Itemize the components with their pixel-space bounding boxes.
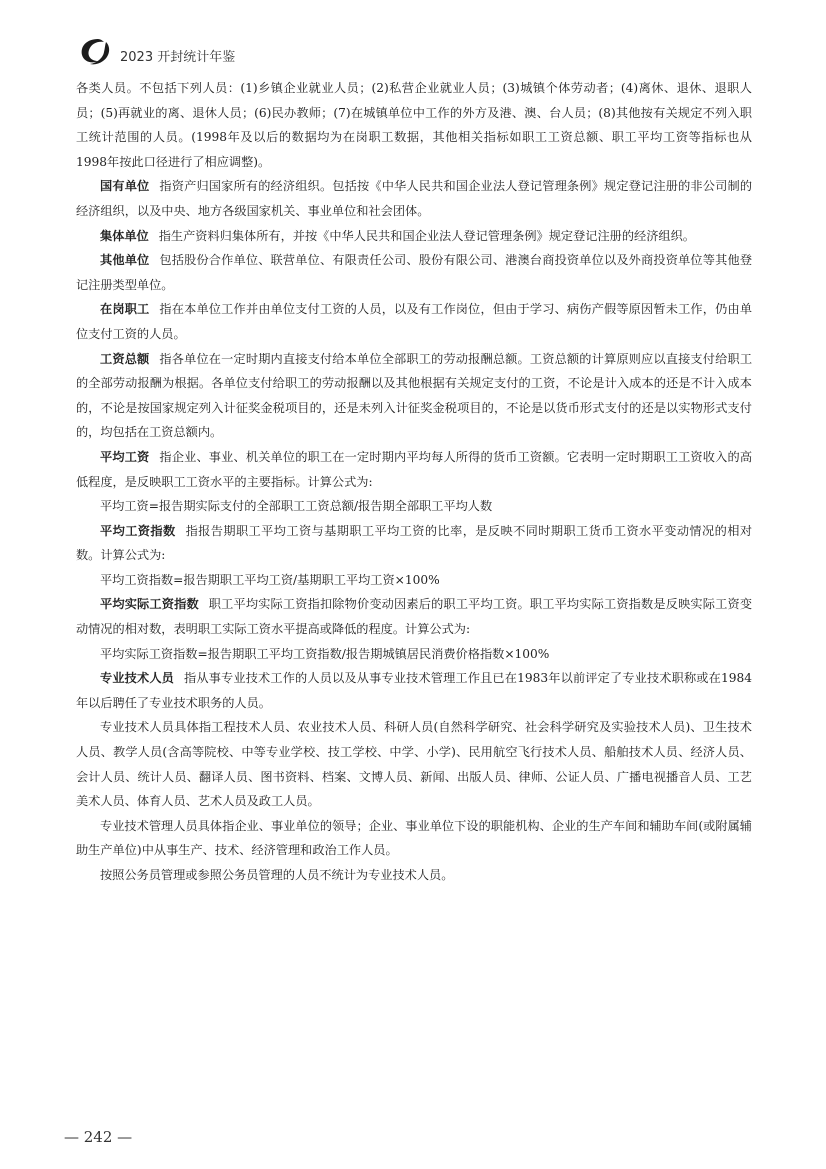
term-label: 工资总额 <box>100 351 150 366</box>
definition-text: 指从事专业技术工作的人员以及从事专业技术管理工作且已在1983年以前评定了专业技术职称或在1984年以后聘任了专业技术职务的人员。 <box>76 671 752 710</box>
definition-wage-index <box>76 519 752 568</box>
term-label: 平均实际工资指数 <box>100 597 199 612</box>
term-label: 国有单位 <box>100 179 150 194</box>
term-label: 其他单位 <box>100 253 150 268</box>
definition-average-wage <box>76 445 752 494</box>
definition-professional-staff <box>76 666 752 715</box>
definition-text: 指各单位在一定时期内直接支付给本单位全部职工的劳动报酬总额。工资总额的计算原则应以直接支付给职工的全部劳动报酬为根据。各单位支付给职工的劳动报酬以及其他根据有关规定支付的工资，不论是计入成本的还是不计入成本的，不论是按国家规定列入计征奖金税项目的，还是未列入计征奖金税项目的，不论是以货币形式支付的还是以实物形式支付的，均包括在工资总额内。 <box>76 351 753 440</box>
page-header <box>78 36 235 66</box>
civil-servant-exclusion: 按照公务员管理或参照公务员管理的人员不统计为专业技术人员。 <box>100 868 454 882</box>
definition-real-wage-index <box>76 592 752 641</box>
term-label: 专业技术人员 <box>100 671 175 686</box>
definition-text: 指资产归国家所有的经济组织。包括按《中华人民共和国企业法人登记管理条例》规定登记注册的非公司制的经济组织，以及中央、地方各级国家机关、事业单位和社会团体。 <box>76 179 753 218</box>
term-label: 在岗职工 <box>100 302 150 317</box>
term-label: 平均工资 <box>100 449 150 464</box>
page-body <box>76 76 752 888</box>
yearbook-logo-icon <box>78 36 112 66</box>
professional-management-staff: 专业技术管理人员具体指企业、事业单位的领导；企业、事业单位下设的职能机构、企业的生产车间和辅助车间(或附属辅助生产单位)中从事生产、技术、经济管理和政治工作人员。 <box>76 818 752 858</box>
definition-other-units <box>76 248 752 297</box>
term-label: 平均工资指数 <box>100 523 176 538</box>
definition-state-owned <box>76 174 752 223</box>
definition-text: 指报告期职工平均工资与基期职工平均工资的比率，是反映不同时期职工货币工资水平变动情况的相对数。计算公式为: <box>76 523 752 563</box>
page-number: — 242 — <box>64 1128 133 1146</box>
professional-staff-categories: 专业技术人员具体指工程技术人员、农业技术人员、科研人员(自然科学研究、社会科学研究及实验技术人员)、卫生技术人员、教学人员(含高等院校、中等专业学校、技工学校、中学、小学)、民用航空飞行技术人员、船舶技术人员、经济人员、会计人员、统计人员、翻译人员、图书资料、档案、文博人员、新闻、出版人员、律师、公证人员、广播电视播音人员、工艺美术人员、体育人员、艺术人员及政工人员。 <box>76 720 752 809</box>
yearbook-title: 2023 开封统计年鉴 <box>120 49 236 65</box>
term-label: 集体单位 <box>100 228 149 243</box>
formula-real-wage-index: 平均实际工资指数=报告期职工平均工资指数/报告期城镇居民消费价格指数×100% <box>100 646 550 661</box>
definition-text: 指生产资料归集体所有，并按《中华人民共和国企业法人登记管理条例》规定登记注册的经济组织。 <box>158 228 695 243</box>
definition-total-wages <box>76 347 752 445</box>
definition-text: 指在本单位工作并由单位支付工资的人员，以及有工作岗位，但由于学习、病伤产假等原因暂未工作，仍由单位支付工资的人员。 <box>76 302 753 341</box>
intro-paragraph: 各类人员。不包括下列人员：(1)乡镇企业就业人员；(2)私营企业就业人员；(3)城镇个体劳动者；(4)离休、退休、退职人员；(5)再就业的离、退休人员；(6)民办教师；(7)在城镇单位中工作的外方及港、澳、台人员；(8)其他按有关规定不列入职工统计范围的人员。(1998年及以后的数据均为在岗职工数据，其他相关指标如职工工资总额、职工平均工资等指标也从1998年按此口径进行了相应调整)。 <box>76 81 752 169</box>
definition-text: 指企业、事业、机关单位的职工在一定时期内平均每人所得的货币工资额。它表明一定时期职工工资收入的高低程度，是反映职工工资水平的主要指标。计算公式为: <box>76 449 753 489</box>
definition-on-post-staff <box>76 297 752 346</box>
formula-average-wage: 平均工资=报告期实际支付的全部职工工资总额/报告期全部职工平均人数 <box>100 499 493 514</box>
definition-text: 职工平均实际工资指扣除物价变动因素后的职工平均工资。职工平均实际工资指数是反映实际工资变动情况的相对数，表明职工实际工资水平提高或降低的程度。计算公式为: <box>76 597 753 637</box>
definition-collective <box>76 224 752 249</box>
definition-text: 包括股份合作单位、联营单位、有限责任公司、股份有限公司、港澳台商投资单位以及外商投资单位等其他登记注册类型单位。 <box>76 253 753 292</box>
formula-wage-index: 平均工资指数=报告期职工平均工资/基期职工平均工资×100% <box>100 572 440 587</box>
